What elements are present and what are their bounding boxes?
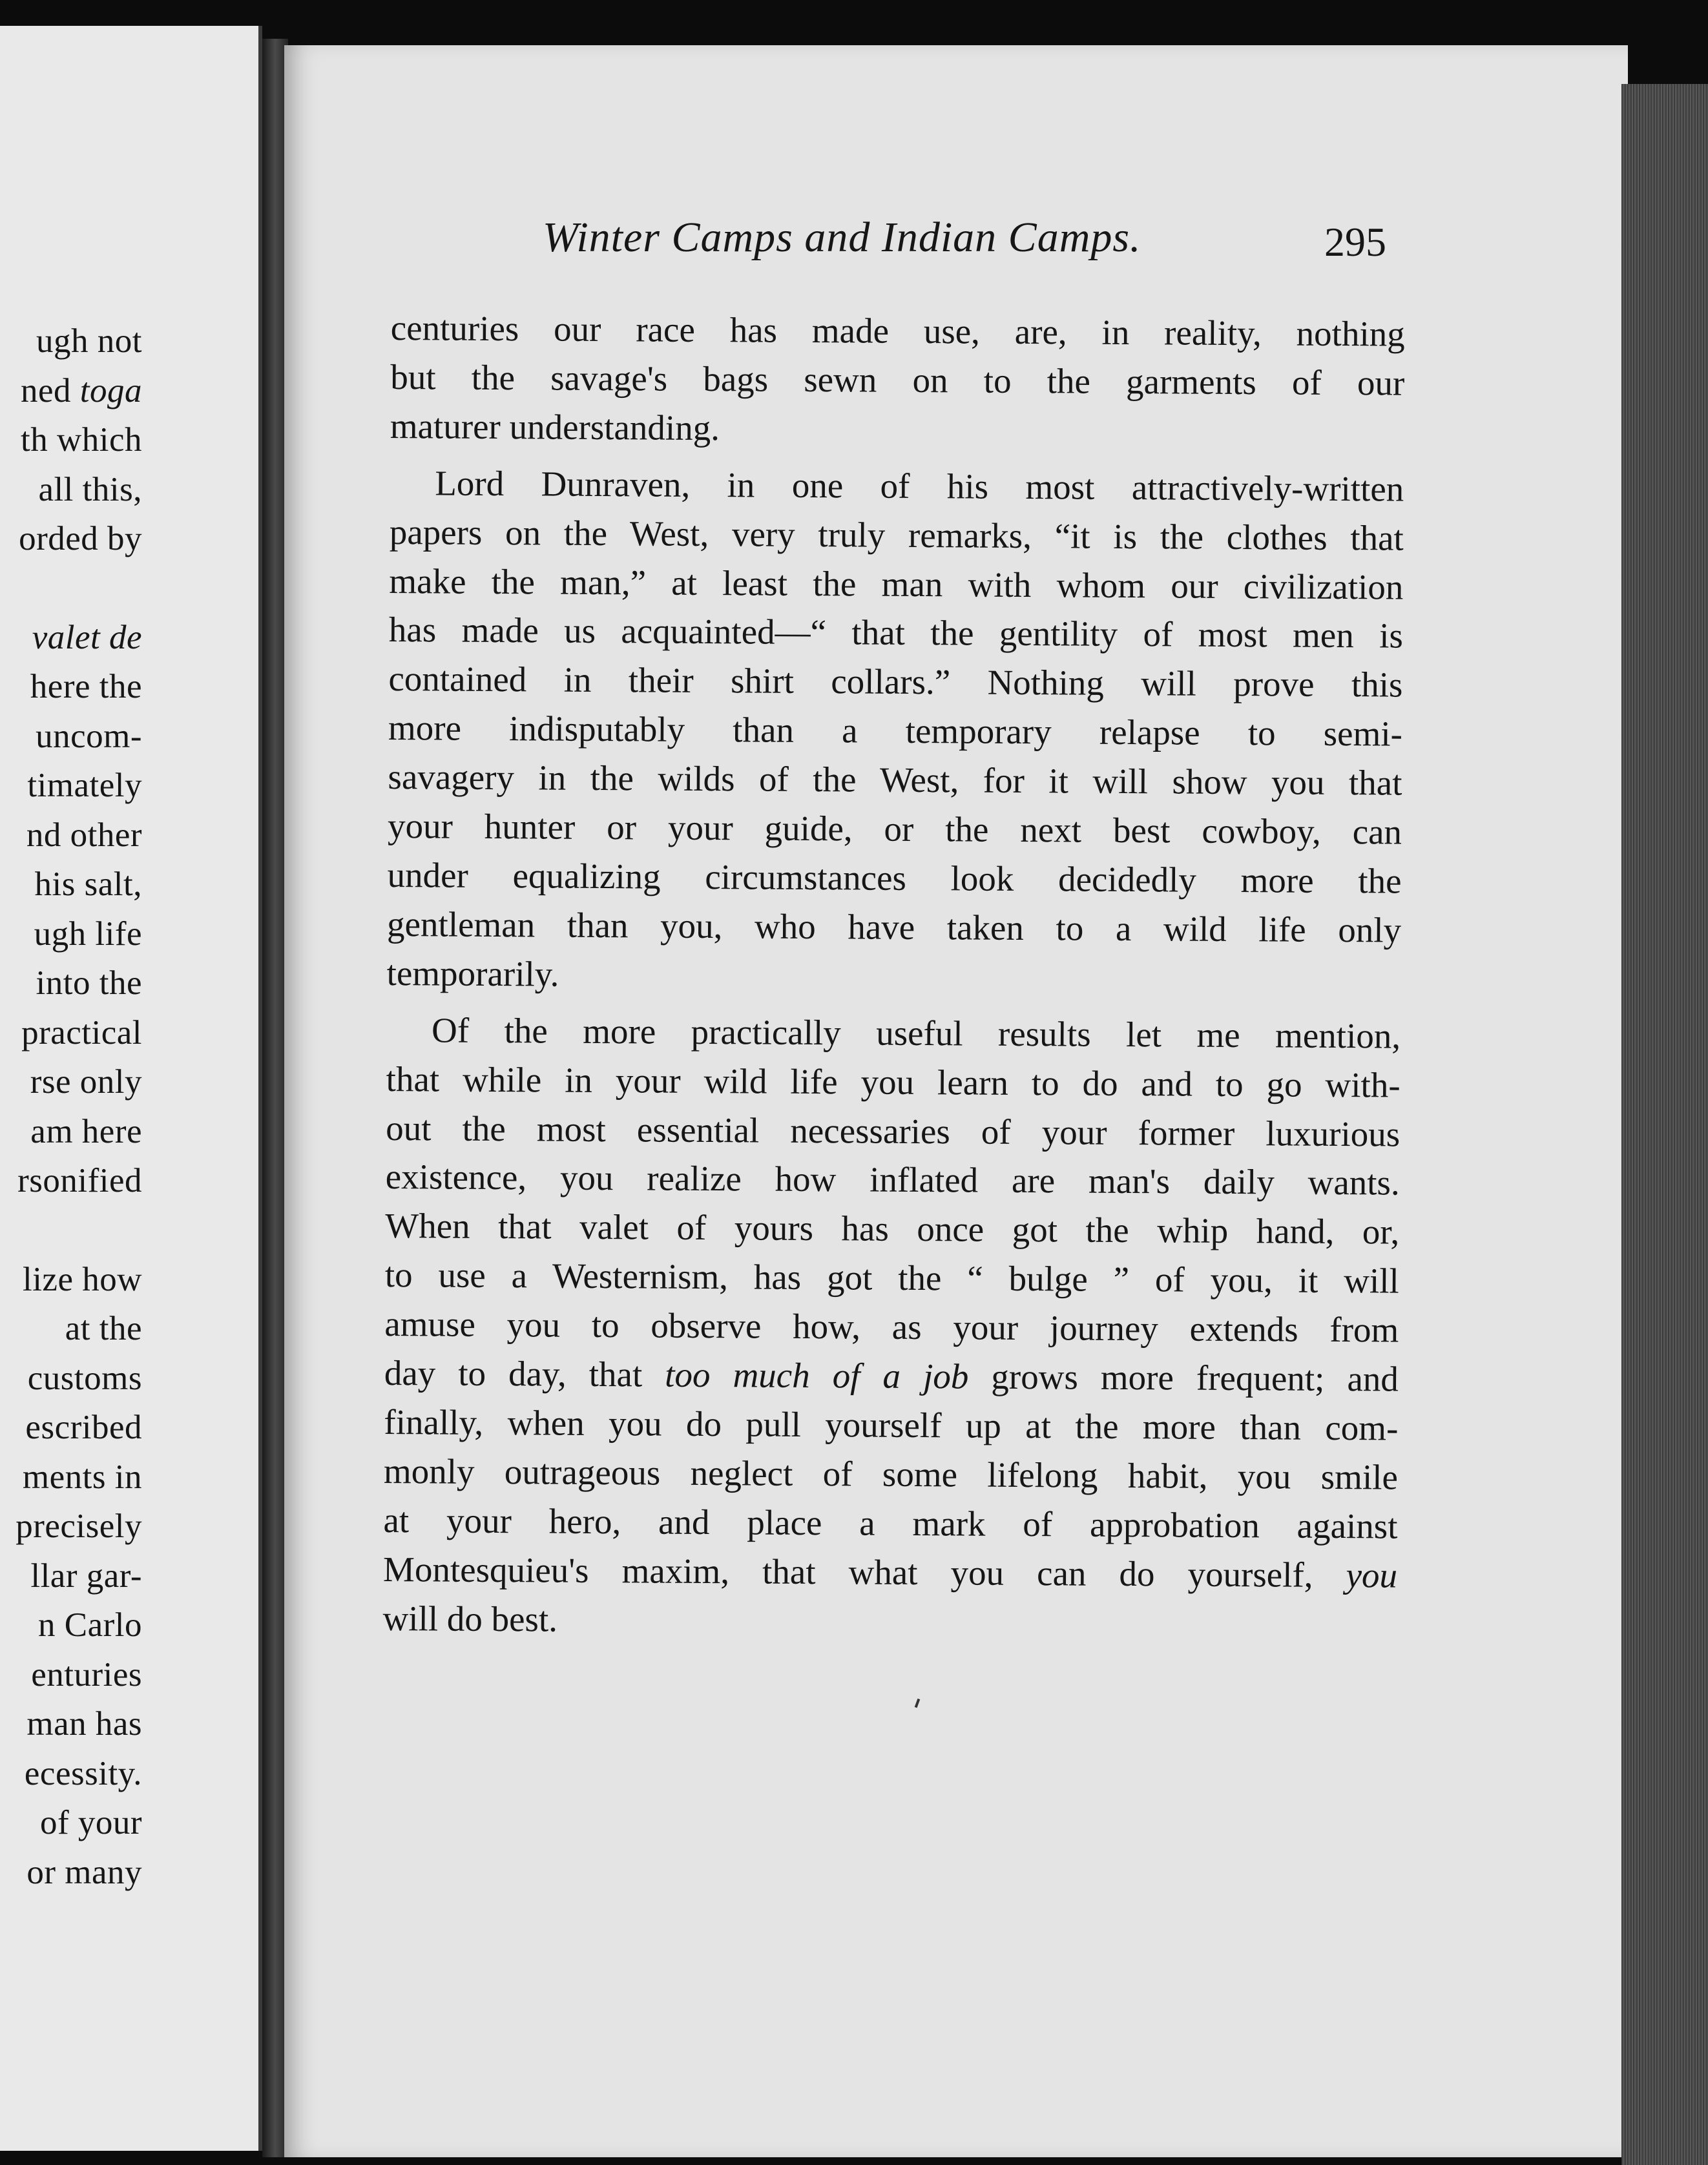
text-line: under equalizing circumstances look decidedly more the	[387, 855, 1402, 901]
text-line: finally, when you do pull yourself up at the more than com-	[384, 1402, 1399, 1448]
text-line: th which	[21, 421, 142, 459]
paragraph-gap	[0, 564, 142, 613]
text-line: his salt,	[34, 865, 142, 903]
italic-phrase: too much of a job	[665, 1354, 969, 1396]
text-line: customs	[27, 1359, 142, 1397]
text-line: ecessity.	[24, 1754, 142, 1792]
text-line: rsonified	[17, 1162, 142, 1199]
text-line: centuries our race has made use, are, in reality, nothing	[390, 307, 1405, 354]
text-line: into the	[36, 964, 142, 1002]
text-line: practical	[21, 1013, 142, 1051]
text-line: ned toga	[20, 371, 142, 409]
text-line: precisely	[16, 1507, 142, 1545]
text-line: am here	[30, 1112, 142, 1150]
text-line: temporarily.	[386, 953, 559, 994]
text-line: to use a Westernism, has got the “ bulge ” of you, it will	[384, 1255, 1399, 1301]
text-line: valet de	[32, 618, 142, 656]
text-line: ugh not	[36, 322, 142, 360]
text-line: of your	[39, 1804, 142, 1841]
text-line: When that valet of yours has once got the whip hand, or,	[385, 1206, 1400, 1252]
text-line: Montesquieu's maxim, that what you can do yourself, you	[382, 1549, 1398, 1595]
text-line: escribed	[25, 1409, 142, 1446]
text-line: nd other	[26, 816, 142, 854]
text-line: Lord Dunraven, in one of his most attractively-written	[435, 463, 1404, 509]
text-line: but the savage's bags sewn on to the garments of our	[390, 357, 1405, 403]
text-line: make the man,” at least the man with whom our civilization	[389, 561, 1404, 607]
text-line: out the most essential necessaries of your former luxurious	[386, 1108, 1401, 1154]
text-line: Of the more practically useful results let me mention,	[431, 1010, 1401, 1056]
text-line: existence, you realize how inflated are man's daily wants.	[385, 1157, 1400, 1203]
text-line: more indisputably than a temporary relapse to semi-	[388, 708, 1403, 754]
text-line: will do best.	[382, 1598, 558, 1639]
paragraph-gap	[0, 1206, 142, 1255]
text-line: monly outrageous neglect of some lifelong habit, you smile	[383, 1451, 1399, 1497]
italic-word: you	[1346, 1555, 1398, 1595]
previous-page	[0, 26, 262, 2151]
text-line: n Carlo	[38, 1606, 142, 1644]
italic-word: toga	[79, 371, 142, 409]
page-number: 295	[1324, 219, 1386, 265]
text-line: lize how	[22, 1260, 142, 1298]
previous-page-text	[0, 316, 142, 1897]
text-line: amuse you to observe how, as your journey extends from	[384, 1304, 1399, 1350]
text-line: gentleman than you, who have taken to a wild life only	[386, 904, 1402, 950]
text-line: savagery in the wilds of the West, for it will show you that	[388, 757, 1402, 803]
text-line: or many	[26, 1853, 142, 1891]
text-line: contained in their shirt collars.” Nothing will prove this	[388, 659, 1403, 705]
text-line: your hunter or your guide, or the next best cowboy, can	[387, 806, 1402, 852]
text-line: llar gar-	[30, 1557, 142, 1595]
text-line: at your hero, and place a mark of approbation against	[383, 1500, 1398, 1546]
text-line: that while in your wild life you learn to do and to go with-	[386, 1059, 1401, 1105]
text-line: enturies	[31, 1655, 142, 1694]
text-line: rse only	[30, 1063, 142, 1101]
text-line: timately	[27, 767, 142, 804]
page-body	[382, 304, 1405, 1649]
text-line: papers on the West, very truly remarks, “it is the clothes that	[389, 512, 1404, 558]
text-line: at the	[65, 1310, 142, 1347]
text-line: man has	[26, 1705, 142, 1743]
text-line: day to day, that too much of a job grows more frequent; and	[384, 1353, 1399, 1399]
text-line: has made us acquainted—“ that the gentility of most men is	[388, 610, 1404, 656]
text-line: ugh life	[34, 915, 142, 953]
running-head: Winter Camps and Indian Camps.	[543, 214, 1141, 261]
text-line: ments in	[22, 1458, 142, 1496]
text-line: maturer understanding.	[390, 406, 720, 448]
text-line: all this,	[38, 470, 142, 508]
page-edges	[1621, 84, 1708, 2165]
text-line: uncom-	[36, 717, 142, 755]
text-line: here the	[30, 668, 142, 705]
text-line: orded by	[19, 520, 142, 557]
